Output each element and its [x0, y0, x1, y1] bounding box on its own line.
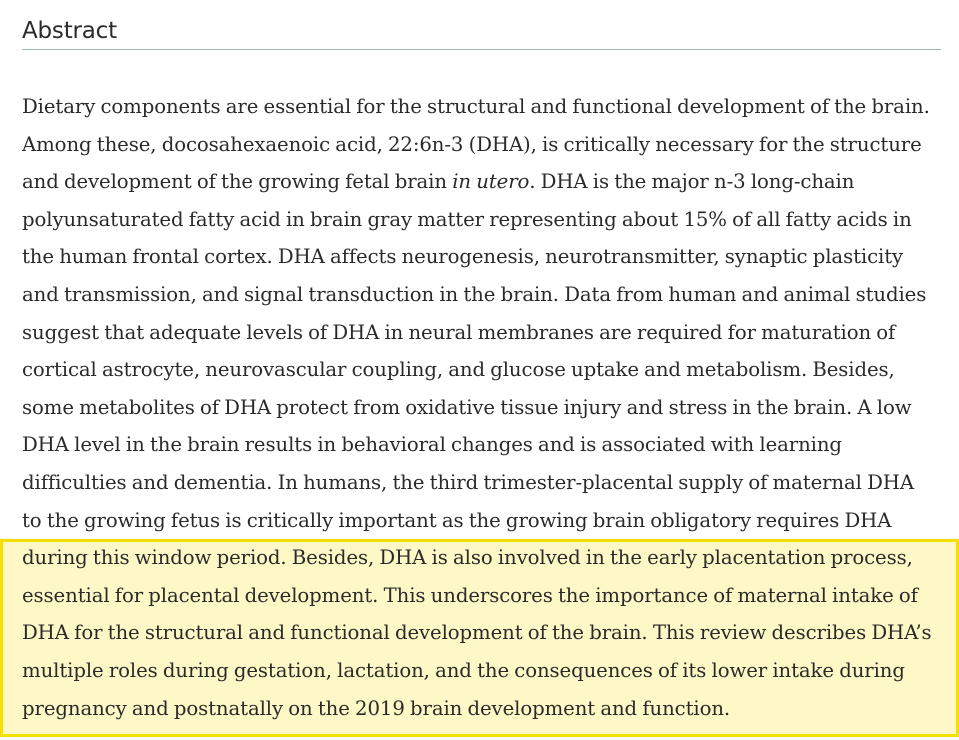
abstract-line	[22, 163, 952, 201]
abstract-line: difficulties and dementia. In humans, the third trimester-placental supply of maternal DHA	[22, 470, 914, 494]
highlighted-line: essential for placental development. This underscores the importance of maternal intake of	[22, 583, 918, 607]
highlighted-line: during this window period. Besides, DHA is also involved in the early placentation process,	[22, 546, 913, 570]
abstract-line: the human frontal cortex. DHA affects neurogenesis, neurotransmitter, synaptic plasticity	[22, 245, 904, 269]
abstract-line: Among these, docosahexaenoic acid, 22:6n-3 (DHA), is critically necessary for the structure	[22, 132, 922, 156]
abstract-paragraph	[22, 88, 952, 727]
abstract-line: polyunsaturated fatty acid in brain gray matter representing about 15% of all fatty acids in	[22, 207, 912, 231]
highlighted-line: multiple roles during gestation, lactation, and the consequences of its lower intake during	[22, 658, 905, 682]
abstract-line: suggest that adequate levels of DHA in neural membranes are required for maturation of	[22, 320, 896, 344]
highlighted-line: DHA for the structural and functional development of the brain. This review describes DHA’s	[22, 621, 932, 645]
abstract-line: and transmission, and signal transduction in the brain. Data from human and animal studies	[22, 282, 927, 306]
italic-in-utero: in utero	[452, 170, 530, 194]
abstract-line: cortical astrocyte, neurovascular coupling, and glucose uptake and metabolism. Besides,	[22, 358, 895, 382]
heading-divider	[22, 49, 941, 50]
abstract-heading: Abstract	[22, 18, 117, 44]
abstract-line-text: and development of the growing fetal brain	[22, 170, 453, 194]
highlighted-line: pregnancy and postnatally on the 2019 brain development and function.	[22, 696, 731, 720]
abstract-line-text: . DHA is the major n-3 long-chain	[529, 170, 855, 194]
abstract-line: Dietary components are essential for the structural and functional development of the brain.	[22, 95, 930, 118]
abstract-line: some metabolites of DHA protect from oxidative tissue injury and stress in the brain. A low	[22, 395, 912, 419]
abstract-line: to the growing fetus is critically important as the growing brain obligatory requires DHA	[22, 508, 892, 532]
abstract-line: DHA level in the brain results in behavioral changes and is associated with learning	[22, 433, 842, 457]
